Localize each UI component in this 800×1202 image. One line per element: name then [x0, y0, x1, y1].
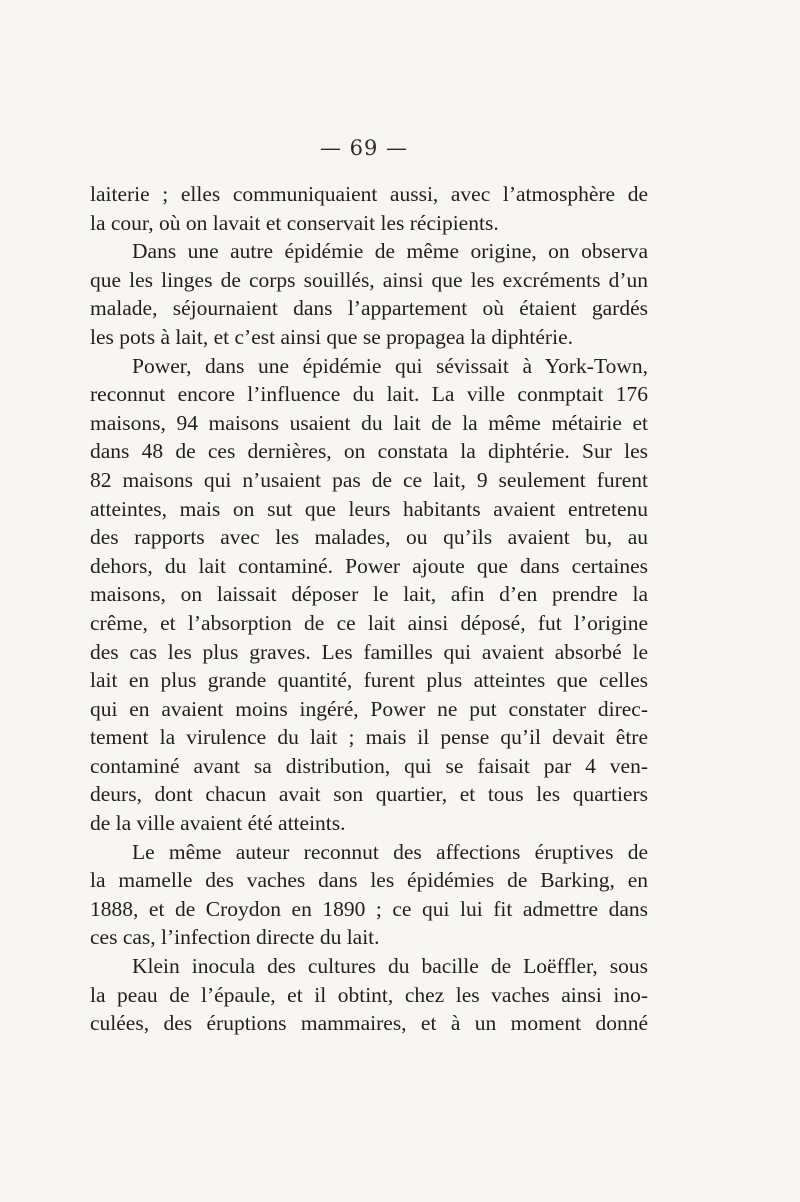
text-line: Power, dans une épidémie qui sévissait à York-Town, — [132, 353, 648, 378]
text-line: reconnut encore l’influence du lait. La ville conmptait 176 — [90, 382, 648, 407]
text-line: la cour, où on lavait et conservait les récipients. — [90, 210, 499, 235]
text-line: 1888, et de Croydon en 1890 ; ce qui lui fit admettre dans — [90, 896, 648, 921]
text-line: la peau de l’épaule, et il obtint, chez les vaches ainsi ino- — [90, 982, 648, 1007]
text-line: des rapports avec les malades, ou qu’ils avaient bu, au — [90, 525, 648, 550]
text-line: maisons, on laissait déposer le lait, afin d’en prendre la — [90, 582, 648, 607]
text-line: la mamelle des vaches dans les épidémies de Barking, en — [90, 868, 648, 893]
text-line: dehors, du lait contaminé. Power ajoute que dans certaines — [90, 553, 648, 578]
text-line: les pots à lait, et c’est ainsi que se propagea la diphtérie. — [90, 324, 573, 349]
text-line: lait en plus grande quantité, furent plus atteintes que celles — [90, 668, 648, 693]
text-line: maisons, 94 maisons usaient du lait de la même métairie et — [90, 410, 648, 435]
text-line: culées, des éruptions mammaires, et à un moment donné — [90, 1011, 648, 1036]
text-line: deurs, dont chacun avait son quartier, et tous les quartiers — [90, 782, 648, 807]
text-line: contaminé avant sa distribution, qui se faisait par 4 ven- — [90, 753, 648, 778]
text-line: 82 maisons qui n’usaient pas de ce lait, 9 seulement furent — [90, 467, 648, 492]
text-line: tement la virulence du lait ; mais il pense qu’il devait être — [90, 725, 648, 750]
text-line: de la ville avaient été atteints. — [90, 811, 346, 836]
page-number: — 69 — — [319, 136, 409, 160]
text-line: malade, séjournaient dans l’appartement où étaient gardés — [90, 296, 648, 321]
text-line: atteintes, mais on sut que leurs habitants avaient entretenu — [90, 496, 648, 521]
text-line: des cas les plus graves. Les familles qui avaient absorbé le — [90, 639, 648, 664]
text-line: ces cas, l’infection directe du lait. — [90, 925, 380, 950]
body-text — [90, 180, 648, 1038]
text-line: Klein inocula des cultures du bacille de Loëffler, sous — [132, 954, 648, 979]
text-line: qui en avaient moins ingéré, Power ne put constater direc- — [90, 696, 648, 721]
text-line: Le même auteur reconnut des affections éruptives de — [132, 839, 648, 864]
text-line: laiterie ; elles communiquaient aussi, avec l’atmosphère de — [90, 182, 648, 206]
text-line: dans 48 de ces dernières, on constata la diphtérie. Sur les — [90, 439, 648, 464]
text-line: que les linges de corps souillés, ainsi que les excréments d’un — [90, 267, 648, 292]
text-line: crême, et l’absorption de ce lait ainsi déposé, fut l’origine — [90, 610, 648, 635]
text-line: Dans une autre épidémie de même origine, on observa — [132, 239, 648, 264]
